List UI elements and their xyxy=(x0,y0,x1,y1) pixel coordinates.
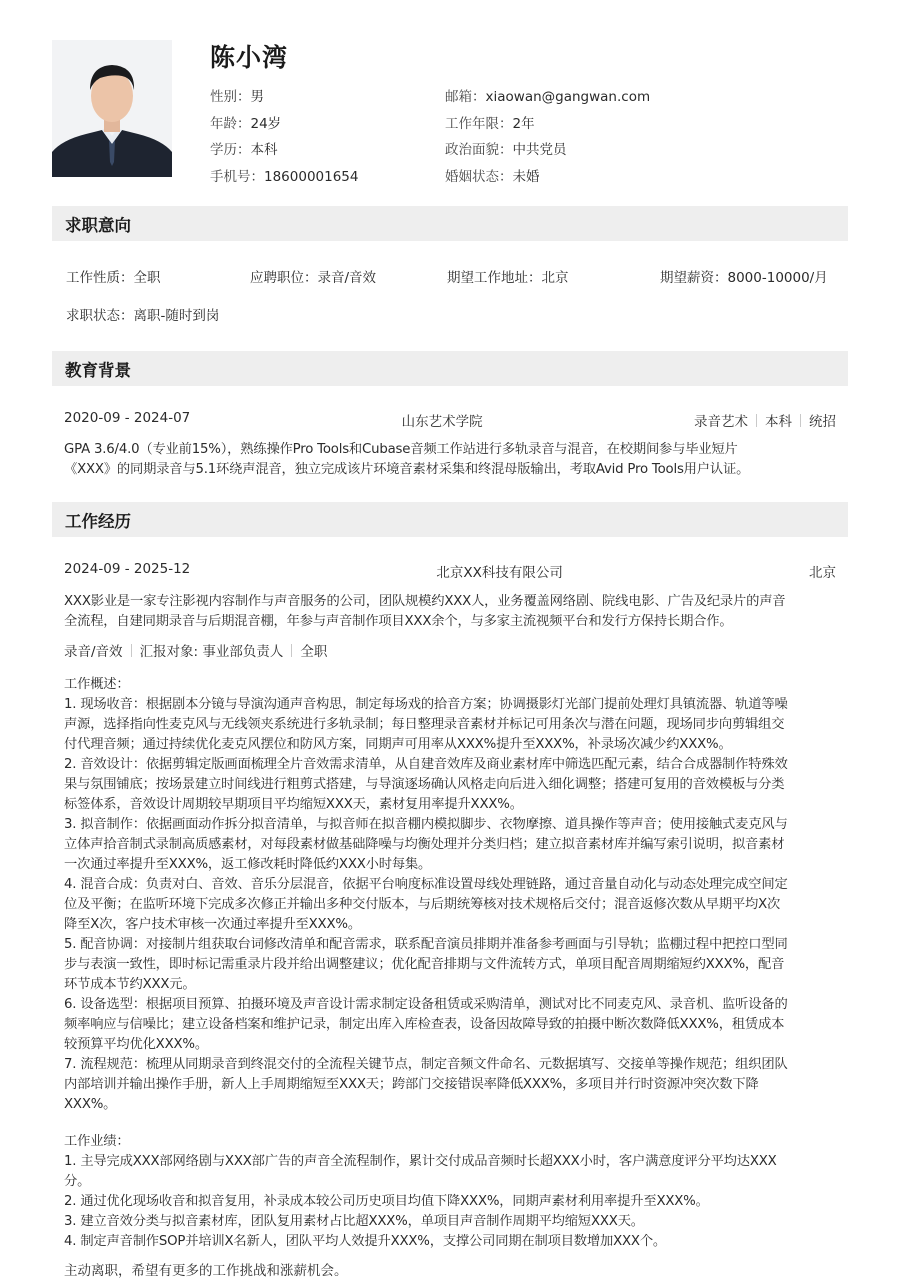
paragraph-line: 立体声拾音制式录制高质感素材，对每段素材做基础降噪与均衡处理并分类归档；建立拟音素材库并编写索引说明，拟音素材 xyxy=(64,837,785,852)
education-description xyxy=(64,440,844,480)
intent-label: 求职状态： xyxy=(66,308,134,324)
intent-value: 全职 xyxy=(133,270,161,286)
paragraph-line: 4. 制定声音制作SOP并培训X名新人，团队平均人效提升XXX%，支撑公司同期在制项目数增加XXX个。 xyxy=(64,1234,667,1249)
company-name: 北京XX科技有限公司 xyxy=(436,565,563,581)
degree-value: 本科 xyxy=(250,142,278,159)
info-row xyxy=(210,135,770,162)
divider xyxy=(756,414,757,427)
work-tags xyxy=(64,640,839,660)
political-label: 政治面貌： xyxy=(445,142,513,159)
age-value: 24岁 xyxy=(250,115,282,132)
paragraph-line: 4. 混音合成：负责对白、音效、音乐分层混音，依据平台响度标准设置母线处理链路，通过音量自动化与动态处理完成空间定 xyxy=(64,877,788,892)
section-header-work xyxy=(52,502,848,537)
leave-reason: 主动离职，希望有更多的工作挑战和涨薪机会。 xyxy=(64,1263,348,1279)
work-city: 北京 xyxy=(809,565,836,581)
intent-label: 应聘职位： xyxy=(250,270,318,286)
info-row xyxy=(210,82,770,109)
paragraph-line: 2. 通过优化现场收音和拟音复用，补录成本较公司历史项目均值下降XXX%，同期声素材利用率提升至XXX%。 xyxy=(64,1194,709,1209)
political-value: 中共党员 xyxy=(512,142,567,159)
paragraph-line: 较预算平均优化XXX%。 xyxy=(64,1037,208,1052)
intent-value: 北京 xyxy=(541,270,569,286)
paragraph-line: 环节成本节约XXX元。 xyxy=(64,977,196,992)
section-title: 工作经历 xyxy=(65,511,131,531)
paragraph-line: 3. 建立音效分类与拟音素材库，团队复用素材占比超XXX%，单项目声音制作周期平均缩短XXX天。 xyxy=(64,1214,644,1229)
paragraph-line: 步与表演一致性，即时标记需重录片段并给出调整建议；优化配音排期与文件流转方式，单项目配音周期缩短约XXX%，配音 xyxy=(64,957,785,972)
divider xyxy=(800,414,801,427)
paragraph-line: 声源，选择指向性麦克风与无线领夹系统进行多轨录制；每日整理录音素材并标记可用条次与潜在问题，现场同步向剪辑组交 xyxy=(64,717,785,732)
intent-row xyxy=(66,266,848,286)
major-tag: 录音艺术 xyxy=(694,414,748,430)
gender-value: 男 xyxy=(250,89,264,106)
info-row xyxy=(210,162,770,189)
info-row xyxy=(210,109,770,136)
paragraph-line: 《XXX》的同期录音与5.1环绕声混音，独立完成该片环境音素材采集和终混母版输出，考取Avid Pro Tools用户认证。 xyxy=(64,462,750,477)
paragraph-line: 2. 音效设计：依据剪辑定版画面梳理全片音效需求清单，从自建音效库及商业素材库中筛选匹配元素，结合合成器制作特殊效 xyxy=(64,757,788,772)
paragraph-line: 频率响应与信噪比；建立设备档案和维护记录，制定出库入库检查表，设备因故障导致的拍摄中断次数降低XXX%，租赁成本 xyxy=(64,1017,785,1032)
intent-value: 录音/音效 xyxy=(317,270,377,286)
section-title: 求职意向 xyxy=(65,215,131,235)
divider xyxy=(291,644,292,657)
paragraph-line: 位及平衡；在监听环境下完成多次修正并输出多种交付版本，与后期统筹核对技术规格后交付；混音返修次数从早期平均X次 xyxy=(64,897,781,912)
paragraph-line: 降至X次，客户技术审核一次通过率提升至XXX%。 xyxy=(64,917,361,932)
paragraph-line: 3. 拟音制作：依据画面动作拆分拟音清单，与拟音师在拟音棚内模拟脚步、衣物摩擦、道具操作等声音；使用接触式麦克风与 xyxy=(64,817,788,832)
paragraph-line: 标签体系，音效设计周期较早期项目平均缩短XXX天，素材复用率提升XXX%。 xyxy=(64,797,523,812)
work-years-value: 2年 xyxy=(512,115,535,132)
work-years-label: 工作年限： xyxy=(445,115,513,132)
paragraph-line: XXX影业是一家专注影视内容制作与声音服务的公司，团队规模约XXX人，业务覆盖网络剧、院线电影、广告及纪录片的声音 xyxy=(64,594,786,609)
intent-item-salary xyxy=(660,266,828,286)
work-overview xyxy=(64,675,844,1115)
paragraph-line: GPA 3.6/4.0（专业前15%），熟练操作Pro Tools和Cubase音频工作站进行多轨录音与混音，在校期间参与毕业短片 xyxy=(64,442,738,457)
paragraph-line: 5. 配音协调：对接制片组获取台词修改清单和配音需求，联系配音演员排期并准备参考画面与引导轨；监棚过程中把控口型同 xyxy=(64,937,788,952)
intent-row xyxy=(66,304,848,324)
job-intent xyxy=(66,266,848,324)
paragraph-line: 果与氛围铺底；按场景建立时间线进行粗剪式搭建，与导演逐场确认风格走向后进入细化调整；搭建可复用的音效模板与分类 xyxy=(64,777,785,792)
role-tag: 录音/音效 xyxy=(64,644,123,660)
intent-item-type xyxy=(66,266,250,286)
paragraph-line: 7. 流程规范：梳理从同期录音到终混交付的全流程关键节点，制定音频文件命名、元数据填写、交接单等操作规范；组织团队 xyxy=(64,1057,788,1072)
intent-item-location xyxy=(447,266,660,286)
marital-label: 婚姻状态： xyxy=(445,168,513,185)
company-intro xyxy=(64,592,844,632)
work-achievements xyxy=(64,1132,844,1252)
intent-label: 期望工作地址： xyxy=(447,270,542,286)
avatar-portrait-icon xyxy=(52,40,172,177)
work-summary xyxy=(64,561,836,581)
paragraph-line: 1. 现场收音：根据剧本分镜与导演沟通声音构思，制定每场戏的拾音方案；协调摄影灯光部门提前处理灯具镇流器、轨道等噪 xyxy=(64,697,788,712)
paragraph-line: XXX%。 xyxy=(64,1097,117,1112)
email-value: xiaowan@gangwan.com xyxy=(485,89,651,106)
employment-type-tag: 全职 xyxy=(300,644,328,660)
work-period: 2024-09 - 2025-12 xyxy=(64,561,191,577)
email-label: 邮箱： xyxy=(445,89,486,106)
phone-label: 手机号： xyxy=(210,168,264,185)
phone-value: 18600001654 xyxy=(264,168,359,185)
paragraph-line: 分。 xyxy=(64,1174,91,1189)
intent-label: 期望薪资： xyxy=(660,270,728,286)
section-title: 教育背景 xyxy=(65,360,131,380)
degree-label: 学历： xyxy=(210,142,251,159)
paragraph-line: 内部培训并输出操作手册，新人上手周期缩短至XXX天；跨部门交接错误率降低XXX%，多项目并行时资源冲突次数下降 xyxy=(64,1077,759,1092)
marital-value: 未婚 xyxy=(512,168,540,185)
intent-value: 8000-10000/月 xyxy=(727,270,828,286)
section-header-intent xyxy=(52,206,848,241)
intent-item-position xyxy=(250,266,447,286)
school-name: 山东艺术学院 xyxy=(401,414,483,430)
paragraph-line: 1. 主导完成XXX部网络剧与XXX部广告的声音全流程制作，累计交付成品音频时长超XXX小时，客户满意度评分平均达XXX xyxy=(64,1154,777,1169)
paragraph-line: 一次通过率提升至XXX%，返工修改耗时降低约XXX小时每集。 xyxy=(64,857,432,872)
education-tags xyxy=(694,410,836,430)
divider xyxy=(131,644,132,657)
intent-item-status xyxy=(66,304,219,324)
gender-label: 性别： xyxy=(210,89,251,106)
report-to-tag: 汇报对象: 事业部负责人 xyxy=(139,644,284,660)
candidate-name: 陈小湾 xyxy=(210,43,289,72)
basic-info xyxy=(210,82,770,188)
age-label: 年龄： xyxy=(210,115,251,132)
education-summary xyxy=(64,410,836,430)
paragraph-line: 全流程，自建同期录音与后期混音棚，年参与声音制作项目XXX余个，与多家主流视频平台和发行方保持长期合作。 xyxy=(64,614,733,629)
intent-label: 工作性质： xyxy=(66,270,134,286)
enrollment-tag: 统招 xyxy=(809,414,836,430)
paragraph-line: 工作概述： xyxy=(64,677,130,692)
intent-value: 离职-随时到岗 xyxy=(133,308,220,324)
profile-photo xyxy=(52,40,172,177)
section-header-education xyxy=(52,351,848,386)
paragraph-line: 付代理音频；通过持续优化麦克风摆位和防风方案，同期声可用率从XXX%提升至XXX%，补录场次减少约XXX%。 xyxy=(64,737,732,752)
paragraph-line: 6. 设备选型：根据项目预算、拍摄环境及声音设计需求制定设备租赁或采购清单，测试对比不同麦克风、录音机、监听设备的 xyxy=(64,997,788,1012)
paragraph-line: 工作业绩： xyxy=(64,1134,130,1149)
degree-tag: 本科 xyxy=(765,414,792,430)
education-period: 2020-09 - 2024-07 xyxy=(64,410,191,426)
